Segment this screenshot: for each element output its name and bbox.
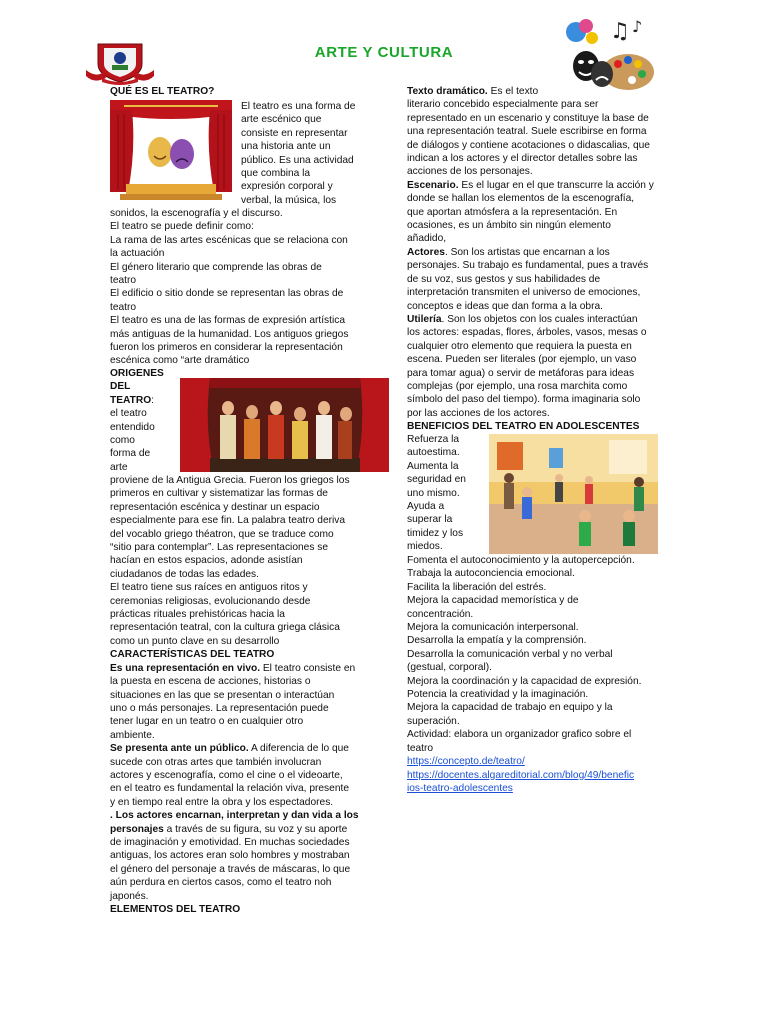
- concepto-link[interactable]: https://concepto.de/teatro/: [407, 756, 525, 768]
- theatre-masks-palette-icon: [562, 16, 658, 92]
- children-theatre-class-photo: [489, 434, 658, 554]
- elements-paragraph: Texto dramático. Es el texto literario concebido especialmente para ser representado en un escenario y constituye la base de una representación teatral. Suele escribirse en forma de diálogos y contiene acotaciones o didascalias, que indican a los actores y el director detalles sobre las acciones de los personajes. Escenario. Es el lugar en el que transcurre la acción y donde se hallan los elementos de la escenografía, que aportan atmósfera a la representación. En ocasiones, es un ámbito sin ningún elemento añadido, Actores. Son los artistas que encarnan a los personajes. Su trabajo es fundamental, pues a través de su voz, sus gestos y sus habilidades de interpretación transmiten el universo de emociones, conceptos e ideas que dan forma a la obra. Utilería. Son los objetos con los cuales interactúan los actores: espadas, flores, árboles, vasos, mesas o cualquier otro elemento que requiera la puesta en escena. Pueden ser literales (por ejemplo, un vaso para tomar agua) o servir de metáforas para ideas complejas (por ejemplo, una rosa marchita como símbolo del paso del tiempo). forma imaginaria solo por las acciones de los actores. BENEFICIOS DEL TEATRO EN ADOLESCENTES: [407, 85, 659, 434]
- benefits-float-text: Refuerza la autoestima. Aumenta la seguridad en uno mismo. Ayuda a superar la timidez y los miedos.: [407, 434, 466, 553]
- intro-float-text: El teatro es una forma de arte escénico que consiste en representar una historia ante un público. Es una actividad que combina la expresión corporal y verbal, la música, los: [241, 101, 356, 206]
- stage-curtain-image: [110, 100, 232, 204]
- intro-paragraph: sonidos, la escenografía y el discurso. El teatro se puede definir como: La rama de las artes escénicas que se relaciona con la actuación El género literario que comprende las obras de teatro El edificio o sitio donde se representan las obras de teatro El teatro es una de las formas de expresión artística más antiguas de la humanidad. Los antiguos griegos fueron los primeros en considerar la representación escénica como “arte dramático: [110, 208, 349, 367]
- section-heading-que-es: QUÉ ES EL TEATRO?: [110, 86, 215, 97]
- section-heading-elementos: ELEMENTOS DEL TEATRO: [110, 904, 241, 915]
- origins-paragraph: proviene de la Antigua Grecia. Fueron los griegos los primeros en cultivar y sistematizar las formas de representación escénica y destinar un espacio especialmente para ese fin. La palabra teatro deriva del vocablo griego théatron, que se traduce como “sitio para contemplar”. Las representaciones se hacían en estos espacios, adonde asistían ciudadanos de todas las edades. El teatro tiene sus raíces en antiguos ritos y ceremonias religiosas, evolucionando desde prácticas rituales prehistóricas hacia la representación teatral, con la cultura griega clásica como un punto clave en su desarrollo CARACTERÍSTICAS DEL TEATRO Es una representación en vivo. El teatro consiste en la puesta en escena de acciones, historias o situaciones en las que se presentan o interactúan uno o más personajes. La representación puede tener lugar en un teatro o en cualquier otro ambiente. Se presenta ante un público. A diferencia de lo que sucede con otras artes que también involucran actores y escenografía, como el cine o el videoarte, en el teatro es fundamental la relación viva, presente y en tiempo real entre la obra y los espectadores. . Los actores encarnan, interpretan y dan vida a los personajes a través de su figura, su voz y su aporte de imaginación y emotividad. En muchas sociedades antiguas, los actores eran solo hombres y mostraban el género del personaje a través de máscaras, lo que aún perdura en ciertos casos, como el teatro noh japonés. ELEMENTOS DEL TEATRO: [110, 474, 368, 916]
- algareditorial-link[interactable]: https://docentes.algareditorial.com/blog/49/benefic ios-teatro-adolescentes: [407, 769, 635, 794]
- svg-text:♪: ♪: [632, 17, 643, 36]
- origins-float-text: ORIGENES DEL TEATRO: el teatro entendido como forma de arte: [110, 368, 164, 473]
- theatre-cast-photo: [180, 378, 389, 472]
- section-heading-caracteristicas: CARACTERÍSTICAS DEL TEATRO: [110, 649, 275, 661]
- benefits-list: Fomenta el autoconocimiento y la autopercepción. Trabaja la autoconciencia emocional. Facilita la liberación del estrés. Mejora la capacidad memorística y de concentración. Mejora la comunicación interpersonal. Desarrolla la empatía y la comprensión. Desarrolla la comunicación verbal y no verbal (gestual, corporal). Mejora la coordinación y la capacidad de expresión. Potencia la creatividad y la imaginación. Mejora la capacidad de trabajo en equipo y la superación. Actividad: elabora un organizador grafico sobre el teatro https://concepto.de/teatro/ https://docentes.algareditorial.com/blog/49/benefic ios-teatro-adolescentes: [407, 555, 642, 794]
- section-heading-beneficios: BENEFICIOS DEL TEATRO EN ADOLESCENTES: [407, 421, 640, 433]
- page-title: ARTE Y CULTURA: [314, 44, 454, 61]
- svg-text:♫: ♫: [610, 19, 630, 44]
